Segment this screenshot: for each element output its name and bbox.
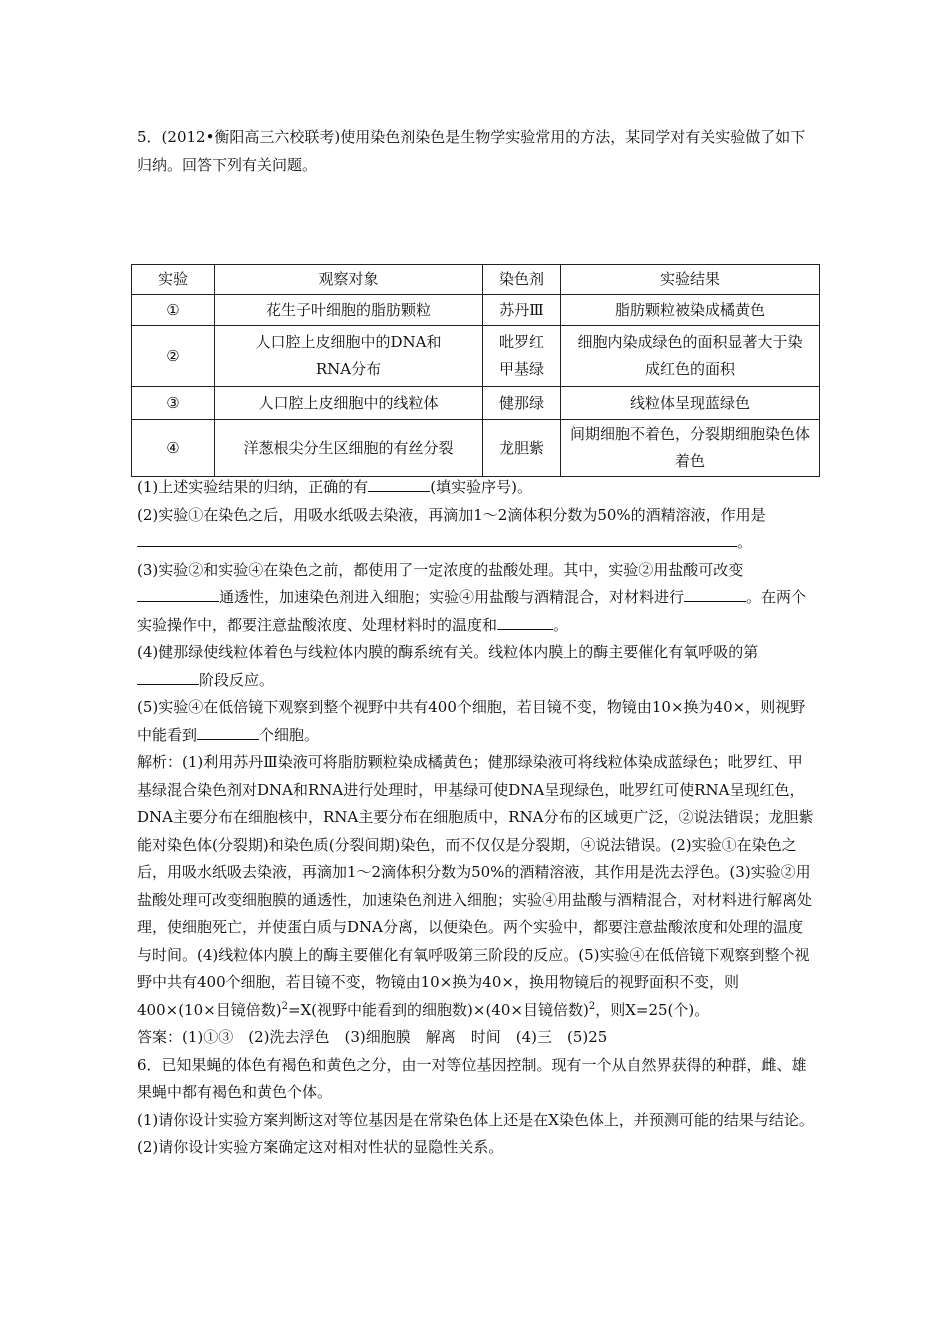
- table-cell-result: 细胞内染成绿色的面积显著大于染成红色的面积: [561, 326, 820, 387]
- answer-blank: [137, 531, 737, 547]
- question-6-stem: 6．已知果蝇的体色有褐色和黄色之分，由一对等位基因控制。现有一个从自然界获得的种群，雌、雄果蝇中都有褐色和黄色个体。: [137, 1055, 807, 1101]
- table-cell-id: ④: [132, 420, 215, 477]
- table-cell-object: 花生子叶细胞的脂肪颗粒: [215, 295, 483, 326]
- answer-blank: [137, 586, 219, 602]
- table-cell-result: 脂肪颗粒被染成橘黄色: [561, 295, 820, 326]
- table-cell-result: 间期细胞不着色，分裂期细胞染色体着色: [561, 420, 820, 477]
- table-cell-result: 线粒体呈现蓝绿色: [561, 387, 820, 420]
- table-cell-object: 人口腔上皮细胞中的线粒体: [215, 387, 483, 420]
- answer-line: 答案：(1)①③ (2)洗去浮色 (3)细胞膜 解离 时间 (4)三 (5)25: [137, 1028, 608, 1046]
- table-row: [132, 387, 820, 420]
- table-cell-stain: 健那绿: [483, 387, 561, 420]
- analysis-paragraph: 解析：(1)利用苏丹Ⅲ染液可将脂肪颗粒染成橘黄色；健那绿染液可将线粒体染成蓝绿色；吡罗红、甲基绿混合染色剂对DNA和RNA进行处理时，甲基绿可使DNA呈现绿色，吡罗红可使RNA呈现红色，DNA主要分布在细胞核中，RNA主要分布在细胞质中，RNA分布的区域更广泛，②说法错误；龙胆紫能对染色体(分裂期)和染色质(分裂间期)染色，而不仅仅是分裂期，④说法错误。(2)实验①在染色之后，用吸水纸吸去染液，再滴加1～2滴体积分数为50%的酒精溶液，其作用是洗去浮色。(3)实验②用盐酸处理可改变细胞膜的通透性，加速染色剂进入细胞；实验④用盐酸与酒精混合，对材料进行解离处理，使细胞死亡，并使蛋白质与DNA分离，以便染色。两个实验中，都要注意盐酸浓度和处理的温度与时间。(4)线粒体内膜上的酶主要催化有氧呼吸第三阶段的反应。(5)实验④在低倍镜下观察到整个视野中共有400个细胞，若目镜不变，物镜由10×换为40×，换用物镜后的视野面积不变，则400×(10×目镜倍数)$^2$=X(视野中能看到的细胞数)×(40×目镜倍数)$^2$，则X=25(个)。: [137, 753, 814, 1019]
- table-cell-stain: 吡罗红甲基绿: [483, 326, 561, 387]
- table-row: [132, 420, 820, 477]
- answer-blank: [137, 669, 199, 685]
- table-row: [132, 295, 820, 326]
- answer-blank: [197, 724, 259, 740]
- sub-question-2: (2)实验①在染色之后，用吸水纸吸去染液，再滴加1～2滴体积分数为50%的酒精溶液，作用是 。: [137, 505, 766, 551]
- sub-question-4: (4)健那绿使线粒体着色与线粒体内膜的酶系统有关。线粒体内膜上的酶主要催化有氧呼吸的第阶段反应。: [137, 643, 759, 689]
- answer-blank: [368, 476, 430, 492]
- table-row: [132, 326, 820, 387]
- sub-question-3: (3)实验②和实验④在染色之前，都使用了一定浓度的盐酸处理。其中，实验②用盐酸可改变通透性，加速染色剂进入细胞；实验④用盐酸与酒精混合，对材料进行 。在两个实验操作中，都要注意盐酸浓度、处理材料时的温度和 。: [137, 560, 807, 634]
- table-cell-id: ①: [132, 295, 215, 326]
- table-cell-id: ③: [132, 387, 215, 420]
- question-5-stem: 5．(2012•衡阳高三六校联考)使用染色剂染色是生物学实验常用的方法，某同学对有关实验做了如下归纳。回答下列有关问题。: [137, 128, 806, 174]
- question-body: [137, 474, 817, 1162]
- table-cell-object: 洋葱根尖分生区细胞的有丝分裂: [215, 420, 483, 477]
- sub-question-1: (1)上述实验结果的归纳，正确的有 (填实验序号)。: [137, 478, 532, 496]
- table-cell-id: ②: [132, 326, 215, 387]
- table-cell-stain: 龙胆紫: [483, 420, 561, 477]
- experiment-table: [131, 264, 820, 477]
- question-6-part-1: (1)请你设计实验方案判断这对等位基因是在常染色体上还是在X染色体上，并预测可能的结果与结论。: [137, 1110, 814, 1129]
- table-header-cell: 观察对象: [215, 265, 483, 295]
- table-header-cell: 实验: [132, 265, 215, 295]
- answer-blank: [684, 586, 746, 602]
- table-header-row: [132, 265, 820, 295]
- table-cell-object: 人口腔上皮细胞中的DNA和RNA分布: [215, 326, 483, 387]
- table-header-cell: 染色剂: [483, 265, 561, 295]
- question-6-part-2: (2)请你设计实验方案确定这对相对性状的显隐性关系。: [137, 1138, 504, 1156]
- answer-blank: [497, 614, 553, 630]
- table-header-cell: 实验结果: [561, 265, 820, 295]
- sub-question-5: (5)实验④在低倍镜下观察到整个视野中共有400个细胞，若目镜不变，物镜由10×换为40×，则视野中能看到 个细胞。: [137, 698, 806, 744]
- table-cell-stain: 苏丹Ⅲ: [483, 295, 561, 326]
